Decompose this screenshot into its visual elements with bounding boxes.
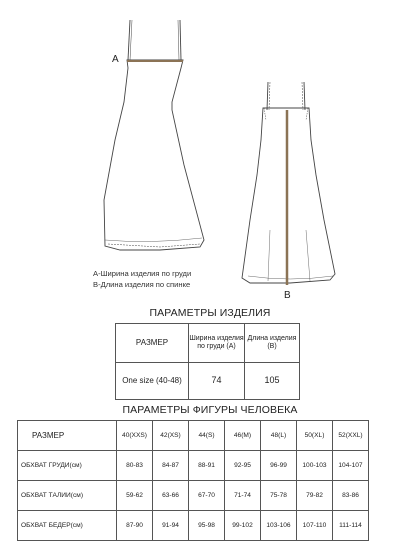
size-header-cell: 52(XXL) bbox=[333, 421, 369, 451]
legend-line-a: А-Ширина изделия по груди bbox=[93, 269, 192, 278]
header-size: РАЗМЕР bbox=[18, 421, 117, 451]
row-label-hips: ОБХВАТ БЕДЕР(см) bbox=[18, 511, 117, 541]
back-view-dress bbox=[242, 82, 335, 283]
table-cell: 63-66 bbox=[153, 481, 189, 511]
table-cell: 87-90 bbox=[117, 511, 153, 541]
header-length: Длина изделия (В) bbox=[245, 324, 300, 363]
cell-length: 105 bbox=[245, 363, 300, 400]
table-row bbox=[18, 451, 369, 481]
body-params-title: ПАРАМЕТРЫ ФИГУРЫ ЧЕЛОВЕКА bbox=[122, 404, 298, 416]
front-view-dress bbox=[104, 20, 204, 250]
table-cell: 107-110 bbox=[297, 511, 333, 541]
cell-width: 74 bbox=[189, 363, 245, 400]
table-cell: 95-98 bbox=[189, 511, 225, 541]
size-header-cell: 40(XXS) bbox=[117, 421, 153, 451]
size-header-cell: 44(S) bbox=[189, 421, 225, 451]
table-cell: 80-83 bbox=[117, 451, 153, 481]
row-label-waist: ОБХВАТ ТАЛИИ(см) bbox=[18, 481, 117, 511]
table-header-row bbox=[18, 421, 369, 451]
label-b: B bbox=[284, 290, 291, 300]
label-a: A bbox=[112, 54, 119, 65]
table-cell: 111-114 bbox=[333, 511, 369, 541]
table-row bbox=[18, 511, 369, 541]
product-params-title: ПАРАМЕТРЫ ИЗДЕЛИЯ bbox=[149, 307, 271, 319]
table-cell: 83-86 bbox=[333, 481, 369, 511]
table-cell: 71-74 bbox=[225, 481, 261, 511]
table-cell: 88-91 bbox=[189, 451, 225, 481]
table-row bbox=[116, 363, 300, 400]
measurement-legend bbox=[93, 268, 191, 290]
size-header-cell: 42(XS) bbox=[153, 421, 189, 451]
table-cell: 103-106 bbox=[261, 511, 297, 541]
product-params-table bbox=[115, 323, 300, 400]
table-cell: 99-102 bbox=[225, 511, 261, 541]
table-cell: 79-82 bbox=[297, 481, 333, 511]
body-params-table bbox=[17, 420, 369, 541]
table-cell: 96-99 bbox=[261, 451, 297, 481]
table-row bbox=[18, 481, 369, 511]
table-cell: 92-95 bbox=[225, 451, 261, 481]
table-cell: 91-94 bbox=[153, 511, 189, 541]
table-cell: 59-62 bbox=[117, 481, 153, 511]
size-header-cell: 50(XL) bbox=[297, 421, 333, 451]
table-cell: 84-87 bbox=[153, 451, 189, 481]
size-header-cell: 46(M) bbox=[225, 421, 261, 451]
size-header-cell: 48(L) bbox=[261, 421, 297, 451]
table-cell: 67-70 bbox=[189, 481, 225, 511]
cell-size: One size (40-48) bbox=[116, 363, 189, 400]
row-label-chest: ОБХВАТ ГРУДИ(см) bbox=[18, 451, 117, 481]
table-header-row bbox=[116, 324, 300, 363]
table-cell: 75-78 bbox=[261, 481, 297, 511]
table-cell: 100-103 bbox=[297, 451, 333, 481]
table-cell: 104-107 bbox=[333, 451, 369, 481]
header-size: РАЗМЕР bbox=[116, 324, 189, 363]
legend-line-b: В-Длина изделия по спинке bbox=[93, 280, 191, 289]
header-width: Ширина изделия по груди (А) bbox=[189, 324, 245, 363]
